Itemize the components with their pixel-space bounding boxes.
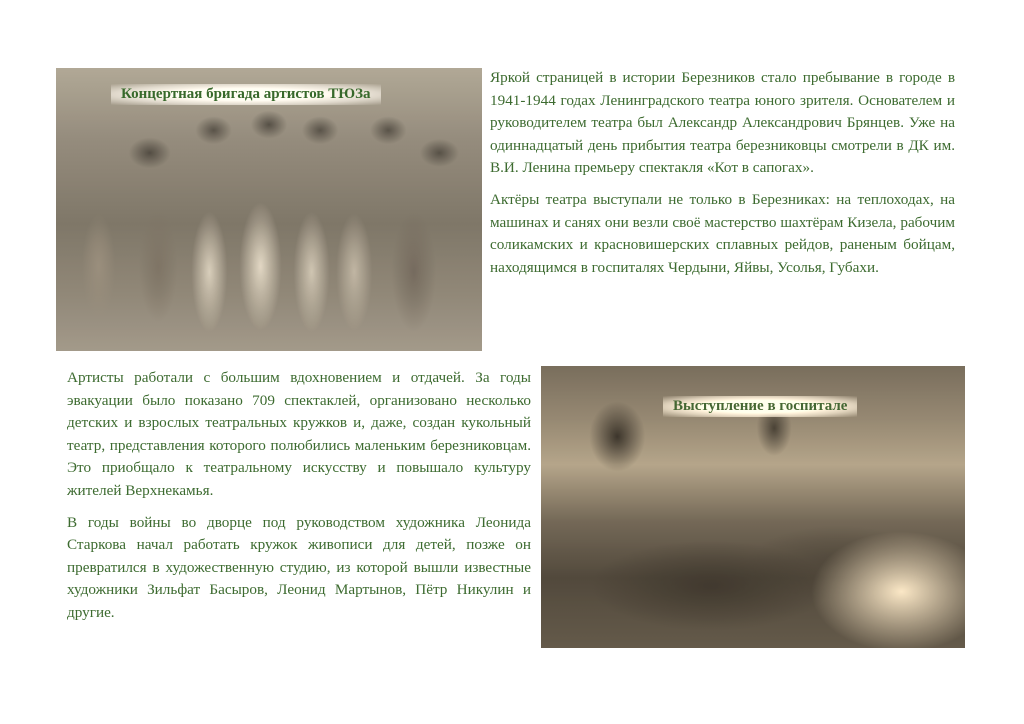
troupe-photo [56, 68, 482, 351]
hospital-photo [541, 366, 965, 648]
intro-text-block [490, 67, 955, 288]
legacy-text-block [67, 367, 531, 634]
troupe-photo-caption: Концертная бригада артистов ТЮЗа [111, 84, 381, 105]
paragraph-tours: Актёры театра выступали не только в Березниках: на теплоходах, на машинах и санях они везли своё мастерство шахтёрам Кизела, рабочим соликамских и красновишерских сплавных рейдов, раненым бойцам, находящимся в госпиталях Чердыни, Яйвы, Усолья, Губахи. [490, 190, 955, 276]
hospital-photo-caption: Выступление в госпитале [663, 396, 857, 417]
paragraph-theatre-arrival: Яркой страницей в истории Березников стало пребывание в городе в 1941-1944 годах Ленинградского театра юного зрителя. Основателем и руководителем театра был Александр Александрович Брянцев. Уже на одиннадцатый день прибытия театра березниковцы смотрели в ДК им. В.И. Ленина премьеру спектакля «Кот в сапогах». [490, 69, 955, 177]
paragraph-performances: Артисты работали с большим вдохновением и отдачей. За годы эвакуации было показано 709 спектаклей, организовано несколько детских и взрослых театральных кружков и, даже, создан кукольный театр, представления которого полюбились маленьким березниковцам. Это приобщало к театральному искусству и повышало культуру жителей Верхнекамья. [67, 369, 531, 499]
paragraph-art-studio: В годы войны во дворце под руководством художника Леонида Старкова начал работать кружок живописи для детей, позже он превратился в художественную студию, из которой вышли известные художники Зильфат Басыров, Леонид Мартынов, Пётр Никулин и другие. [67, 513, 531, 621]
